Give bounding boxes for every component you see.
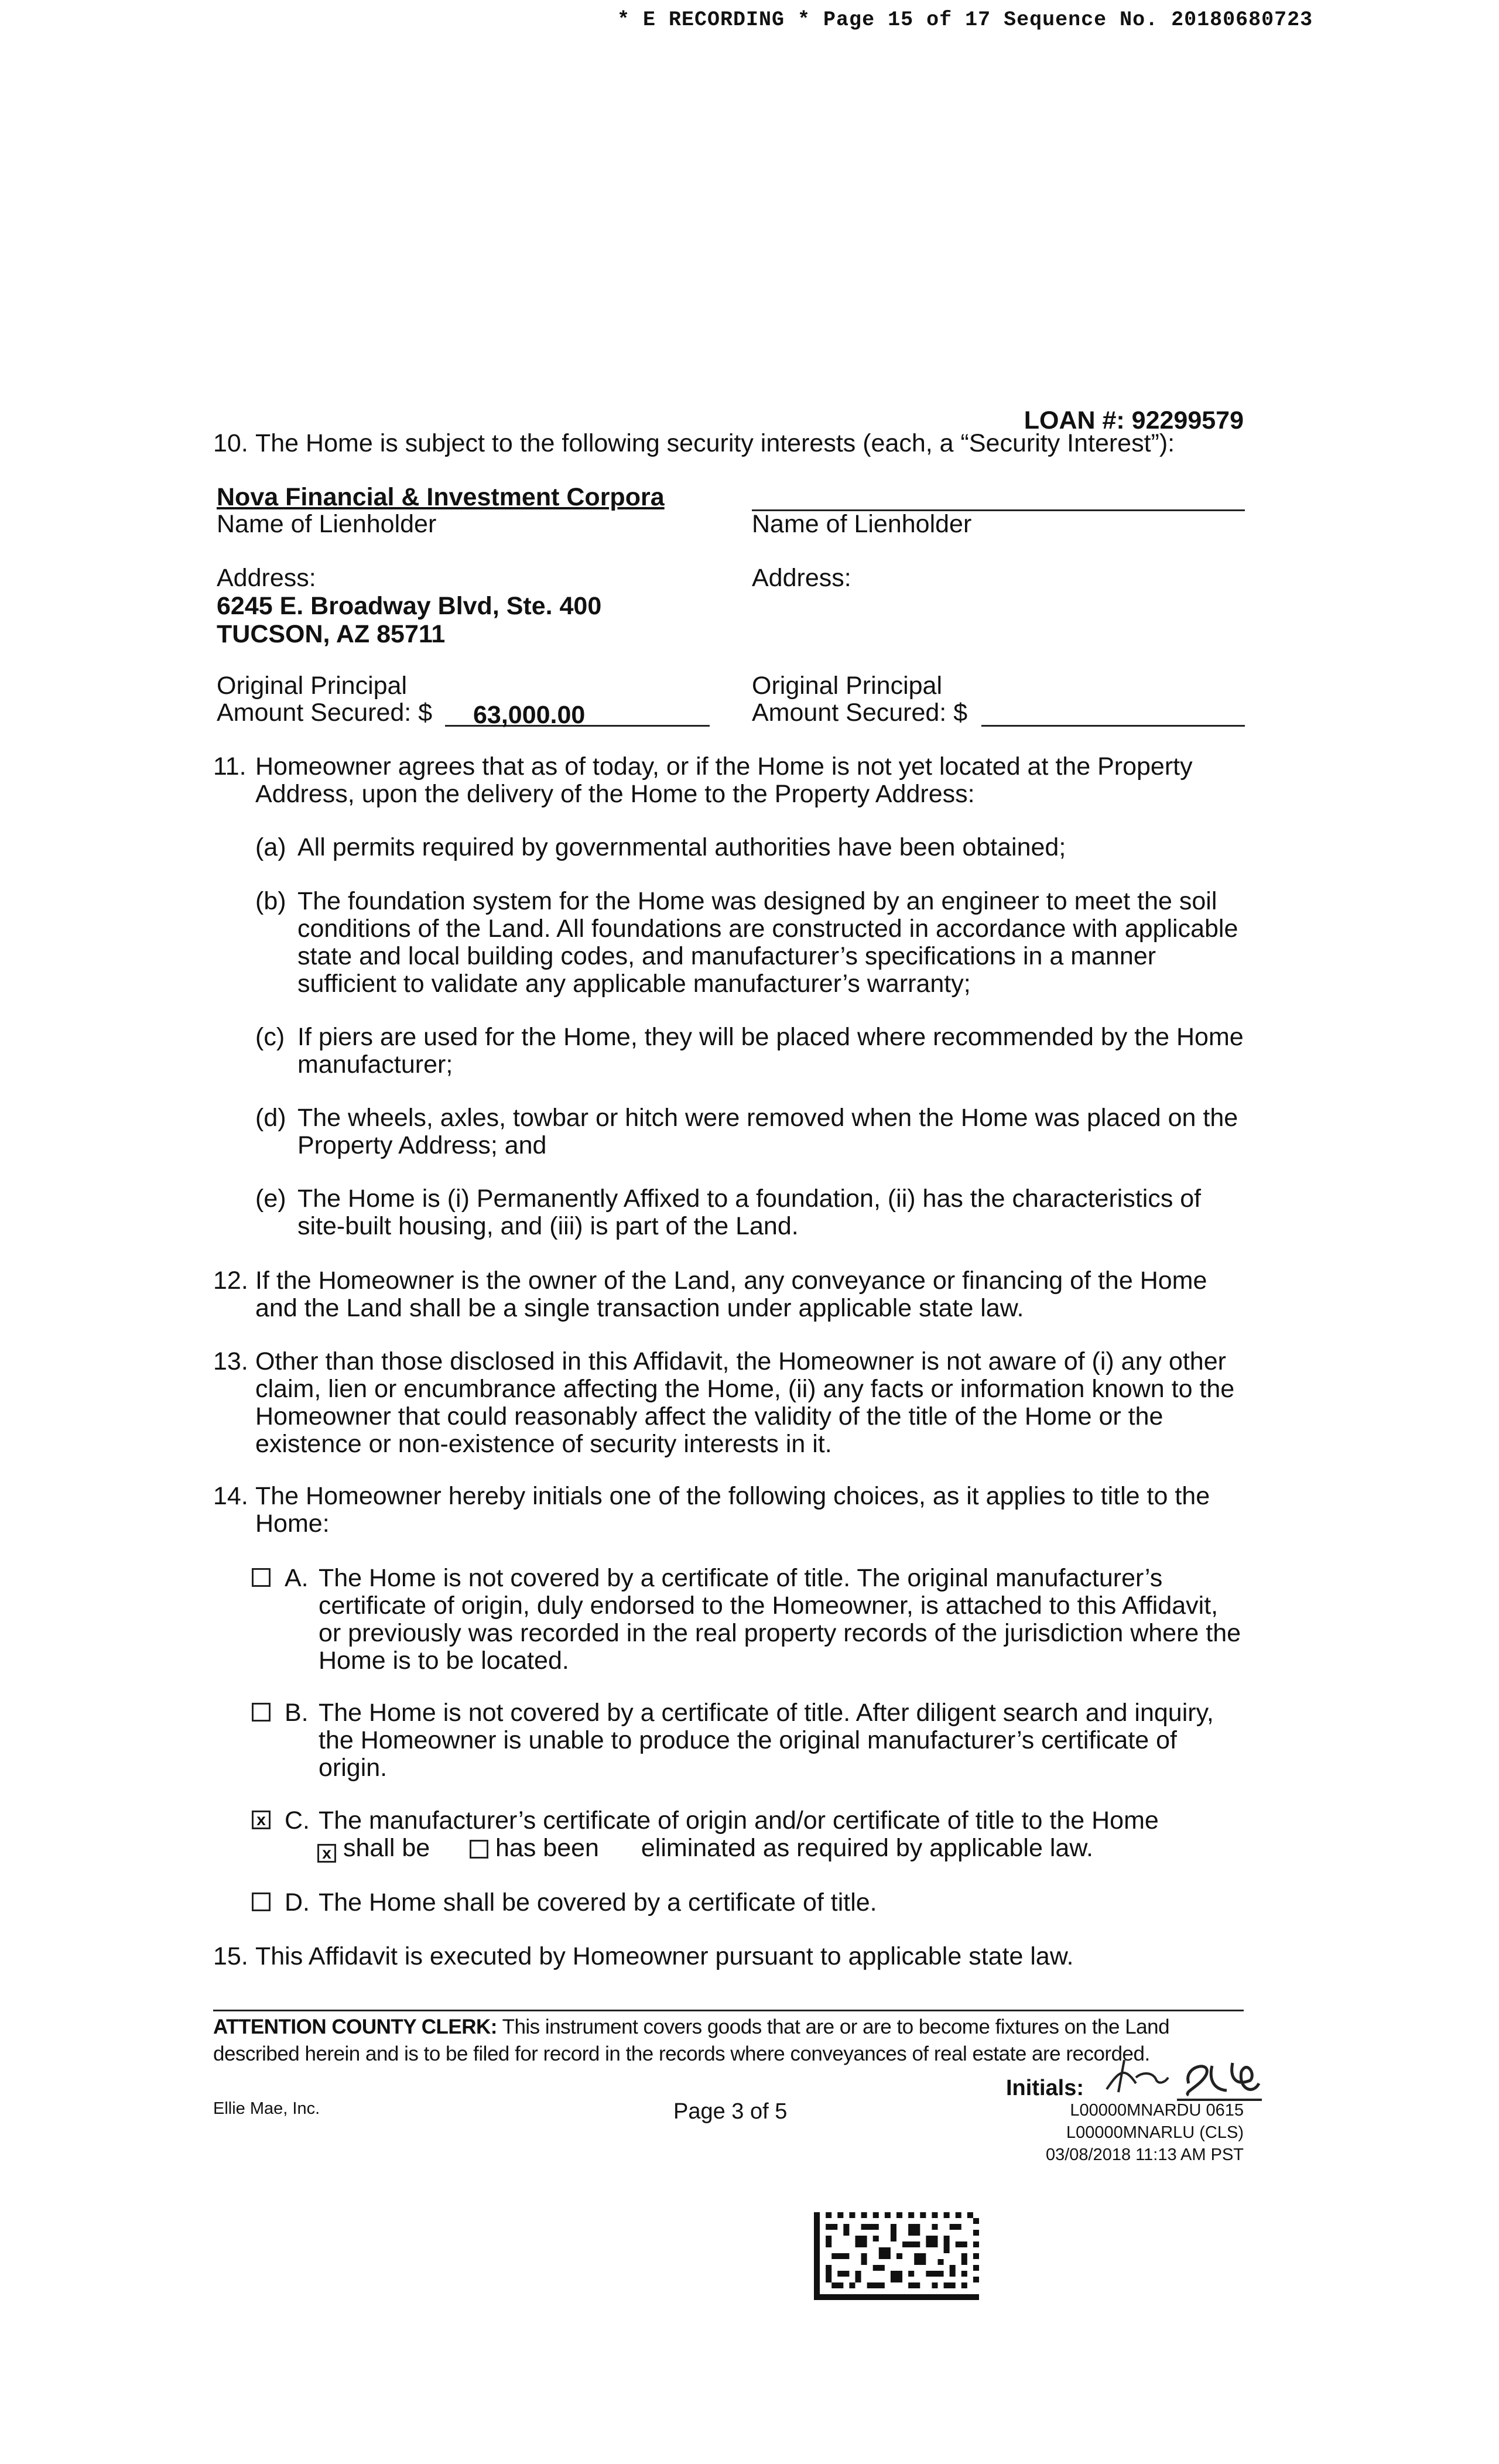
lienholder-2-principal-label-1: Original Principal (752, 672, 943, 700)
has-been-label: has been (495, 1834, 599, 1862)
recording-header: * E RECORDING * Page 15 of 17 Sequence No. 20180680723 (617, 8, 1313, 32)
choice-label: D. (285, 1888, 310, 1917)
section-text: The Home is subject to the following security interests (each, a “Security Interest”): (255, 429, 1175, 457)
footer-timestamp: 03/08/2018 11:13 AM PST (1045, 2145, 1244, 2164)
principal-label-1: Original Principal (217, 672, 408, 700)
item-text: All permits required by governmental authorities have been obtained; (297, 833, 1066, 861)
choice-b (252, 1699, 1247, 1782)
item-text: The Home is (i) Permanently Affixed to a foundation, (ii) has the characteristics of site-built housing, and (iii) is part of the Land. (297, 1185, 1202, 1240)
choice-c-options (317, 1835, 1247, 1863)
choice-c (252, 1807, 1247, 1863)
item-label: (e) (255, 1185, 286, 1213)
initials-label: Initials: (1006, 2076, 1084, 2100)
principal-label-2: Amount Secured: $ (217, 699, 433, 727)
choice-label: B. (285, 1699, 309, 1727)
section-10 (213, 430, 1244, 457)
section-text: The Homeowner hereby initials one of the following choices, as it applies to title to the Home: (255, 1482, 1210, 1538)
choice-a (252, 1565, 1247, 1675)
lienholder-2-address-label: Address: (752, 564, 851, 592)
footer-page-number: Page 3 of 5 (673, 2099, 788, 2124)
footer-codes (1046, 2099, 1244, 2166)
lienholder-name: Nova Financial & Investment Corpora (217, 483, 665, 511)
section-11-item-e (255, 1185, 1245, 1240)
lienholder-2-name-line (752, 481, 1245, 511)
choice-text: The manufacturer’s certificate of origin and/or certificate of title to the Home (319, 1806, 1159, 1835)
choice-label: A. (285, 1564, 309, 1592)
item-label: (d) (255, 1104, 286, 1132)
section-12 (213, 1267, 1244, 1322)
choice-text: The Home is not covered by a certificate of title. The original manufacturer’s certificate of origin, duly endorsed to the Homeowner, is attached to this Affidavit, or previously was recorded in the real property records of the jurisdiction where the Home is to be located. (319, 1564, 1241, 1675)
choice-text: The Home shall be covered by a certificate of title. (319, 1888, 877, 1917)
lienholder-address-line1: 6245 E. Broadway Blvd, Ste. 400 (217, 592, 602, 620)
attention-label: ATTENTION COUNTY CLERK: (213, 2015, 497, 2038)
principal-value: 63,000.00 (473, 701, 586, 729)
choice-d (252, 1889, 1247, 1917)
datamatrix-barcode (814, 2212, 979, 2300)
choice-b-checkbox[interactable] (252, 1703, 271, 1722)
item-text: The foundation system for the Home was designed by an engineer to meet the soil conditions of the Land. All foundations are constructed in accordance with applicable state and local building codes, and manufacturer’s specifications in a manner sufficient to validate any applicable manufacturer’s warranty; (297, 887, 1238, 998)
loan-number: LOAN #: 92299579 (1024, 406, 1244, 434)
section-text: Other than those disclosed in this Affidavit, the Homeowner is not aware of (i) any other claim, lien or encumbrance affecting the Home, (ii) any facts or information known to the Homeowner that could reasonably affect the validity of the title of the Home or the existence or non-existence of security interests in it. (255, 1347, 1235, 1458)
footer-code-1: L00000MNARDU 0615 (1070, 2101, 1244, 2120)
section-13 (213, 1348, 1244, 1458)
lienholder-address-label: Address: (217, 564, 316, 592)
footer-code-2: L00000MNARLU (CLS) (1066, 2123, 1244, 2142)
shall-be-label: shall be (343, 1834, 430, 1862)
item-label: (a) (255, 833, 286, 861)
section-text: This Affidavit is executed by Homeowner pursuant to applicable state law. (255, 1942, 1074, 1970)
section-text: If the Homeowner is the owner of the Land, any conveyance or financing of the Home and the Land shall be a single transaction under applicable state law. (255, 1267, 1207, 1322)
attention-notice (213, 2010, 1244, 2068)
section-15 (213, 1943, 1244, 1970)
section-11 (213, 753, 1244, 808)
initials-signature (1101, 2048, 1265, 2102)
choice-c-text-end: eliminated as required by applicable law. (641, 1834, 1093, 1862)
lienholder-address-line2: TUCSON, AZ 85711 (217, 620, 446, 648)
choice-a-checkbox[interactable] (252, 1568, 271, 1587)
item-text: The wheels, axles, towbar or hitch were removed when the Home was placed on the Property Address; and (297, 1104, 1238, 1159)
section-11-item-a (255, 834, 1245, 861)
section-14 (213, 1483, 1244, 1538)
shall-be-checkbox[interactable]: x (317, 1844, 336, 1863)
lienholder-2-principal-label-2: Amount Secured: $ (752, 699, 968, 727)
section-11-item-d (255, 1104, 1245, 1159)
section-11-item-c (255, 1024, 1245, 1079)
lienholder-name-caption: Name of Lienholder (217, 510, 437, 538)
has-been-checkbox[interactable] (470, 1840, 488, 1859)
section-number: 10. (213, 429, 248, 457)
item-label: (c) (255, 1023, 285, 1051)
section-number: 14. (213, 1482, 248, 1510)
item-label: (b) (255, 887, 286, 915)
section-number: 13. (213, 1347, 248, 1375)
lienholder-2-name-caption: Name of Lienholder (752, 510, 972, 538)
choice-c-checkbox[interactable]: x (252, 1811, 271, 1829)
footer-company: Ellie Mae, Inc. (213, 2099, 320, 2118)
item-text: If piers are used for the Home, they will be placed where recommended by the Home manufacturer; (297, 1023, 1244, 1079)
section-number: 11. (213, 752, 247, 781)
section-11-item-b (255, 888, 1245, 998)
section-number: 12. (213, 1267, 248, 1295)
choice-label: C. (285, 1806, 310, 1835)
section-text: Homeowner agrees that as of today, or if the Home is not yet located at the Property Address, upon the delivery of the Home to the Property Address: (255, 752, 1193, 808)
choice-d-checkbox[interactable] (252, 1893, 271, 1911)
choice-text: The Home is not covered by a certificate of title. After diligent search and inquiry, the Homeowner is unable to produce the original manufacturer’s certificate of origin. (319, 1699, 1214, 1782)
attention-text: This instrument covers goods that are or are to become fixtures on the Land described herein and is to be filed for record in the records where conveyances of real estate are recorded. (213, 2015, 1170, 2065)
section-number: 15. (213, 1942, 248, 1970)
lienholder-2-principal-line (981, 699, 1245, 727)
